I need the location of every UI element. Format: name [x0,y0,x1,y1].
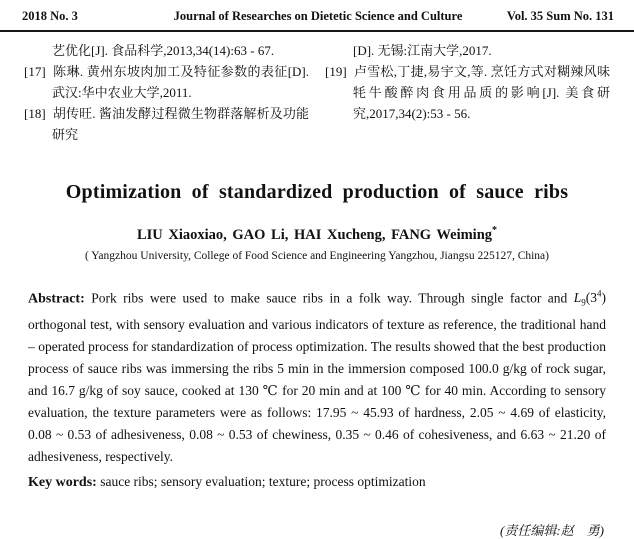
reference-continuation [24,40,309,61]
abstract-label: Abstract: [28,291,85,307]
abstract-text-2: orthogonal test, with sensory evaluation and various indicators of texture as reference, the traditional hand – operated process for standardization of process optimization. The results showed that the best production process of sauce ribs was immersing the ribs 5 min in the immersion composed 100.0 g/kg of rock sugar, and 16.7 g/kg of soy sauce, cooked at 130 ℃ for 20 min and at 100 ℃ for 40 min. According to sensory evaluation, the texture parameters were as follows: 17.95 ~ 45.93 of hardness, 2.05 ~ 4.69 of elasticity, 0.08 ~ 0.53 of adhesiveness, 0.08 ~ 0.53 of chewiness, 0.35 ~ 0.46 of cohesiveness, and 6.63 ~ 21.20 of adhesiveness, respectively. [28,317,606,465]
references-right-column [325,40,610,145]
keywords-text: sauce ribs; sensory evaluation; texture; process optimization [100,474,426,490]
keywords-line [28,471,606,494]
formula-mid: (3 [585,290,598,306]
orthogonal-array-formula [573,288,607,309]
reference-text: 艺优化[J]. 食品科学,2013,34(14):63 - 67. [52,43,275,58]
author-list [0,225,634,244]
reference-text: 胡传旺. 酱油发酵过程微生物群落解析及功能研究 [52,106,309,142]
corresponding-author-mark: * [492,225,498,236]
reference-label: [19] [325,64,347,79]
formula-close: ) [601,290,607,306]
managing-editor-note: (责任编辑:赵 勇) [500,523,604,539]
reference-text: 卢雪松,丁捷,易宇文,等. 烹饪方式对糊辣风味牦牛酸醉肉食用品质的影响[J]. 美食研究,2017,34(2):53 - 56. [353,64,610,121]
reference-label: [17] [24,64,46,79]
abstract-paragraph [28,283,606,468]
running-head [0,0,634,32]
reference-item-17 [24,61,309,103]
references-section [0,32,634,145]
references-left-column [24,40,309,145]
reference-item-18 [24,103,309,145]
author-names: LIU Xiaoxiao, GAO Li, HAI Xucheng, FANG Weiming [136,226,493,243]
article-title: Optimization of standardized production of sauce ribs [65,181,569,203]
formula-subscript: 9 [581,298,586,309]
keywords-label: Key words: [28,475,97,491]
reference-text: [D]. 无锡:江南大学,2017. [353,43,492,58]
reference-item-19 [325,61,610,124]
affiliation: ( Yangzhou University, College of Food Science and Engineering Yangzhou, Jiangsu 225127, China) [85,249,549,262]
volume-info: Vol. 35 Sum No. 131 [506,9,615,23]
formula-base: L [573,290,582,306]
issue-number: 2018 No. 3 [22,9,78,23]
journal-name: Journal of Researches on Dietetic Science and Culture [173,9,463,23]
reference-text: 陈琳. 黄州东坡肉加工及特征参数的表征[D]. 武汉:华中农业大学,2011. [52,64,309,100]
abstract-text-1: Pork ribs were used to make sauce ribs in a folk way. Through single factor and [91,290,568,306]
formula-superscript: 4 [597,288,602,299]
reference-continuation [325,40,610,61]
reference-label: [18] [24,106,46,121]
